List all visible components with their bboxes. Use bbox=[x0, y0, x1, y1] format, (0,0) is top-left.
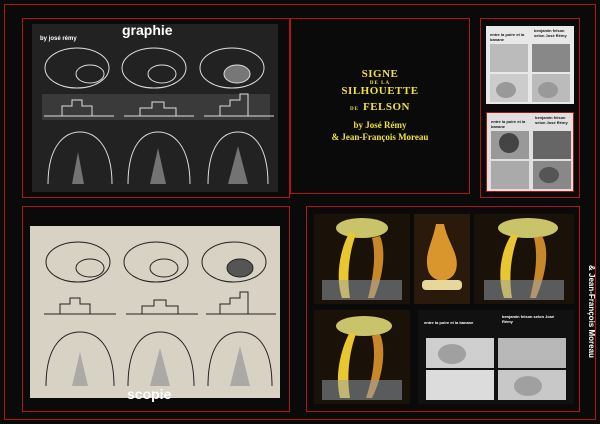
photo-bananas-left bbox=[314, 214, 410, 304]
title-line-3: SILHOUETTE bbox=[341, 84, 419, 97]
graphie-panel bbox=[32, 24, 278, 192]
title-author-2: & Jean-François Moreau bbox=[331, 131, 429, 142]
graphie-drawing bbox=[32, 24, 278, 192]
photo-bananas-right bbox=[474, 214, 574, 304]
title-block bbox=[290, 18, 470, 194]
title-line-2: DE LA bbox=[369, 80, 391, 86]
collage-caption-right: benjamin felson selon José Rémy bbox=[502, 314, 555, 324]
thumb-top bbox=[486, 26, 574, 104]
photo-pear bbox=[414, 214, 470, 304]
thumb-top-caption-left: entre la poire et la banane bbox=[490, 32, 525, 42]
photo-bananas-bottom-drawing bbox=[314, 310, 410, 404]
collage-caption-left: entre la poire et la banane bbox=[424, 320, 474, 325]
title-line-1: SIGNE bbox=[361, 68, 399, 80]
graphie-label: graphie bbox=[122, 22, 173, 38]
thumb-mid-caption-left: entre la poire et la banane bbox=[491, 119, 526, 129]
thumb-mid bbox=[486, 112, 574, 192]
scopie-label: scopie bbox=[127, 386, 172, 402]
scopie-drawing bbox=[30, 226, 280, 398]
photo-pear-drawing bbox=[414, 214, 470, 304]
title-line-4: DE bbox=[350, 107, 359, 113]
title-author-1: by José Rémy bbox=[353, 120, 407, 131]
collage-diagram bbox=[418, 310, 574, 404]
vertical-author-text: & Jean-François Moreau bbox=[587, 264, 596, 358]
thumb-top-caption-right: benjamin felson selon José Rémy bbox=[534, 28, 567, 38]
graphie-credit: by josé rémy bbox=[40, 36, 77, 42]
title-line-5: FELSON bbox=[362, 101, 410, 114]
photo-bananas-right-drawing bbox=[474, 214, 574, 304]
photo-bananas-bottom bbox=[314, 310, 410, 404]
thumb-mid-caption-right: benjamin felson selon José Rémy bbox=[535, 115, 568, 125]
scopie-panel bbox=[30, 226, 280, 398]
photo-bananas-left-drawing bbox=[314, 214, 410, 304]
